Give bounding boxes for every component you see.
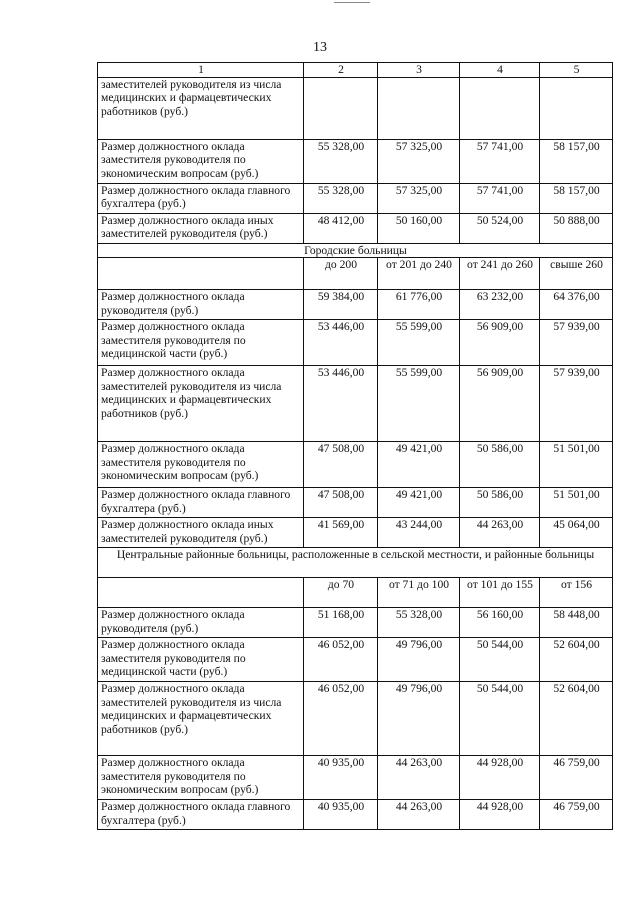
salary-value: 46 759,00: [540, 800, 613, 830]
salary-value: 44 263,00: [460, 518, 540, 548]
column-number: 3: [378, 63, 460, 78]
row-label: [98, 258, 304, 290]
salary-value: 45 064,00: [540, 518, 613, 548]
salary-value: 58 157,00: [540, 183, 613, 213]
salary-value: 44 263,00: [378, 800, 460, 830]
table-row: [98, 518, 613, 548]
salary-value: 57 939,00: [540, 320, 613, 366]
salary-value: 46 052,00: [304, 682, 378, 756]
salary-value: 50 160,00: [378, 213, 460, 243]
scan-edge-line: [334, 2, 370, 3]
section-title: Центральные районные больницы, расположенные в сельской местности, и районные больницы: [98, 548, 613, 578]
section-title-row: [98, 548, 613, 578]
salary-value: 46 052,00: [304, 638, 378, 682]
salary-value: 46 759,00: [540, 756, 613, 800]
row-label: Размер должностного оклада иных заместителей руководителя (руб.): [98, 518, 304, 548]
salary-value: 49 421,00: [378, 442, 460, 488]
salary-value: 53 446,00: [304, 320, 378, 366]
bed-range-cell: от 101 до 155: [460, 578, 540, 608]
salary-value: 52 604,00: [540, 682, 613, 756]
row-label: Размер должностного оклада заместителя руководителя по медицинской части (руб.): [98, 638, 304, 682]
salary-value: 50 544,00: [460, 638, 540, 682]
salary-value: 55 599,00: [378, 366, 460, 442]
salary-value: 58 157,00: [540, 139, 613, 183]
salary-value: 47 508,00: [304, 442, 378, 488]
table-row: [98, 756, 613, 800]
salary-value: 50 524,00: [460, 213, 540, 243]
table-row: [98, 290, 613, 320]
salary-value: [378, 77, 460, 139]
salary-value: 51 501,00: [540, 488, 613, 518]
column-number: 2: [304, 63, 378, 78]
row-label: Размер должностного оклада заместителей руководителя из числа медицинских и фармацевтических работников (руб.): [98, 682, 304, 756]
salary-value: 56 909,00: [460, 366, 540, 442]
table-row: [98, 77, 613, 139]
column-number: 5: [540, 63, 613, 78]
salary-value: [460, 77, 540, 139]
bed-range-cell: от 156: [540, 578, 613, 608]
salary-value: 51 168,00: [304, 608, 378, 638]
salary-value: 57 741,00: [460, 183, 540, 213]
salary-table-body: [98, 63, 613, 830]
salary-value: 49 796,00: [378, 638, 460, 682]
salary-value: 50 544,00: [460, 682, 540, 756]
table-row: [98, 800, 613, 830]
salary-value: 44 263,00: [378, 756, 460, 800]
salary-value: 63 232,00: [460, 290, 540, 320]
row-label: Размер должностного оклада руководителя (руб.): [98, 608, 304, 638]
column-number: 4: [460, 63, 540, 78]
table-row: [98, 442, 613, 488]
row-label: Размер должностного оклада руководителя (руб.): [98, 290, 304, 320]
bed-range-cell: от 71 до 100: [378, 578, 460, 608]
salary-value: 43 244,00: [378, 518, 460, 548]
bed-range-header-row: [98, 258, 613, 290]
salary-value: 53 446,00: [304, 366, 378, 442]
row-label: Размер должностного оклада иных заместителей руководителя (руб.): [98, 213, 304, 243]
column-number-row: [98, 63, 613, 78]
bed-range-cell: от 201 до 240: [378, 258, 460, 290]
salary-value: 55 328,00: [304, 139, 378, 183]
row-label: Размер должностного оклада заместителя руководителя по экономическим вопросам (руб.): [98, 442, 304, 488]
salary-value: 64 376,00: [540, 290, 613, 320]
salary-value: 57 325,00: [378, 139, 460, 183]
row-label: [98, 578, 304, 608]
salary-value: 51 501,00: [540, 442, 613, 488]
row-label: Размер должностного оклада заместителя руководителя по экономическим вопросам (руб.): [98, 139, 304, 183]
salary-table: [97, 62, 613, 830]
salary-value: 52 604,00: [540, 638, 613, 682]
salary-value: 40 935,00: [304, 800, 378, 830]
salary-value: 40 935,00: [304, 756, 378, 800]
section-title-row: [98, 243, 613, 258]
salary-value: 41 569,00: [304, 518, 378, 548]
row-label: Размер должностного оклада главного бухгалтера (руб.): [98, 800, 304, 830]
salary-value: 55 328,00: [378, 608, 460, 638]
page-number: 13: [313, 40, 327, 55]
table-row: [98, 213, 613, 243]
table-row: [98, 682, 613, 756]
row-label: Размер должностного оклада главного бухгалтера (руб.): [98, 183, 304, 213]
salary-value: 61 776,00: [378, 290, 460, 320]
section-title: Городские больницы: [98, 243, 613, 258]
salary-value: 49 796,00: [378, 682, 460, 756]
row-label: Размер должностного оклада заместителя руководителя по экономическим вопросам (руб.): [98, 756, 304, 800]
salary-value: [540, 77, 613, 139]
table-row: [98, 320, 613, 366]
salary-value: 47 508,00: [304, 488, 378, 518]
salary-value: 57 741,00: [460, 139, 540, 183]
table-row: [98, 139, 613, 183]
salary-value: 49 421,00: [378, 488, 460, 518]
bed-range-cell: от 241 до 260: [460, 258, 540, 290]
table-row: [98, 183, 613, 213]
salary-value: [304, 77, 378, 139]
table-row: [98, 638, 613, 682]
bed-range-cell: до 70: [304, 578, 378, 608]
bed-range-header-row: [98, 578, 613, 608]
salary-value: 55 328,00: [304, 183, 378, 213]
table-row: [98, 608, 613, 638]
salary-value: 50 888,00: [540, 213, 613, 243]
salary-value: 48 412,00: [304, 213, 378, 243]
salary-value: 57 325,00: [378, 183, 460, 213]
salary-value: 44 928,00: [460, 800, 540, 830]
salary-value: 55 599,00: [378, 320, 460, 366]
bed-range-cell: свыше 260: [540, 258, 613, 290]
salary-value: 59 384,00: [304, 290, 378, 320]
salary-value: 58 448,00: [540, 608, 613, 638]
salary-value: 56 909,00: [460, 320, 540, 366]
column-number: 1: [98, 63, 304, 78]
table-row: [98, 366, 613, 442]
salary-value: 50 586,00: [460, 488, 540, 518]
salary-value: 44 928,00: [460, 756, 540, 800]
salary-value: 50 586,00: [460, 442, 540, 488]
row-label: Размер должностного оклада главного бухгалтера (руб.): [98, 488, 304, 518]
bed-range-cell: до 200: [304, 258, 378, 290]
row-label: Размер должностного оклада заместителя руководителя по медицинской части (руб.): [98, 320, 304, 366]
salary-value: 56 160,00: [460, 608, 540, 638]
salary-value: 57 939,00: [540, 366, 613, 442]
table-row: [98, 488, 613, 518]
row-label: заместителей руководителя из числа медицинских и фармацевтических работников (руб.): [98, 77, 304, 139]
row-label: Размер должностного оклада заместителей руководителя из числа медицинских и фармацевтических работников (руб.): [98, 366, 304, 442]
